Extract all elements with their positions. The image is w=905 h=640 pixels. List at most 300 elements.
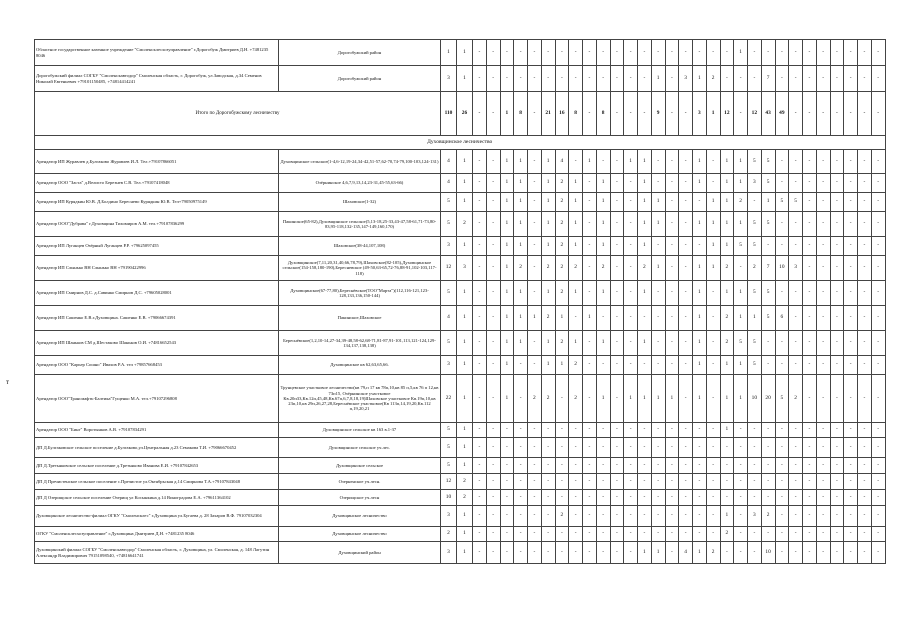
value-cell: -: [830, 66, 844, 92]
value-cell: 2: [555, 237, 569, 256]
value-cell: -: [596, 527, 610, 542]
value-cell: -: [610, 193, 624, 212]
value-cell: -: [528, 542, 542, 564]
value-cell: 5: [761, 150, 775, 174]
value-cell: -: [555, 527, 569, 542]
value-cell: -: [665, 542, 679, 564]
value-cell: -: [651, 40, 665, 66]
value-cell: 1: [569, 212, 583, 237]
value-cell: 2: [514, 256, 528, 281]
value-cell: 1: [514, 331, 528, 356]
value-cell: -: [844, 306, 858, 331]
value-cell: 1: [457, 40, 473, 66]
value-cell: -: [761, 438, 775, 458]
value-cell: 6: [775, 306, 789, 331]
value-cell: -: [624, 174, 638, 193]
value-cell: -: [830, 506, 844, 527]
value-cell: -: [844, 458, 858, 474]
section-title: Духовщинское лесничество: [35, 136, 886, 150]
value-cell: -: [830, 356, 844, 375]
value-cell: 2: [569, 256, 583, 281]
value-cell: 1: [528, 306, 542, 331]
value-cell: -: [830, 423, 844, 438]
value-cell: 1: [514, 150, 528, 174]
value-cell: -: [569, 40, 583, 66]
value-cell: 5: [734, 331, 748, 356]
value-cell: -: [816, 306, 830, 331]
value-cell: -: [748, 527, 762, 542]
value-cell: 2: [555, 193, 569, 212]
value-cell: -: [803, 331, 817, 356]
value-cell: -: [693, 506, 707, 527]
organization-cell: ДП Д Пречистенское сельское поселение с.Пречистое ул.Октябрьская д.14 Смирнова Т.А.+79107843048: [35, 474, 279, 490]
territory-cell: Духовщинское(67-77,80),Береснёвское(ТОО"Марта")(112,116-121,123-128,133,136,150-144): [279, 281, 441, 306]
total-cell: 8: [514, 92, 528, 136]
value-cell: -: [679, 237, 693, 256]
value-cell: 1: [734, 174, 748, 193]
value-cell: 1: [457, 527, 473, 542]
value-cell: -: [775, 281, 789, 306]
value-cell: -: [858, 490, 872, 506]
value-cell: 1: [500, 281, 514, 306]
value-cell: 2: [596, 256, 610, 281]
value-cell: 2: [720, 527, 734, 542]
value-cell: 1: [693, 281, 707, 306]
value-cell: -: [486, 474, 500, 490]
value-cell: -: [816, 542, 830, 564]
value-cell: -: [555, 490, 569, 506]
value-cell: -: [789, 150, 803, 174]
value-cell: 1: [693, 66, 707, 92]
value-cell: -: [761, 331, 775, 356]
value-cell: -: [610, 331, 624, 356]
value-cell: -: [679, 438, 693, 458]
value-cell: 1: [555, 306, 569, 331]
organization-cell: Арендатор ООО"Трансмафть-Балтика"Гущенко М.А. тел.+79107296808: [35, 375, 279, 423]
value-cell: -: [638, 438, 652, 458]
value-cell: -: [706, 331, 720, 356]
value-cell: 1: [596, 331, 610, 356]
value-cell: -: [528, 438, 542, 458]
value-cell: -: [803, 212, 817, 237]
value-cell: -: [748, 490, 762, 506]
value-cell: -: [665, 490, 679, 506]
value-cell: -: [610, 458, 624, 474]
value-cell: -: [651, 150, 665, 174]
total-cell: -: [486, 92, 500, 136]
value-cell: -: [528, 458, 542, 474]
value-cell: -: [816, 150, 830, 174]
value-cell: -: [583, 458, 597, 474]
value-cell: -: [541, 423, 555, 438]
value-cell: 1: [665, 375, 679, 423]
value-cell: 1: [706, 237, 720, 256]
organization-cell: Духовщинское лесничество-филиал ОГКУ "Смоленсклес" г.Духовщина ул.Бугаева д. 28 Захаров В.Ф. 79107032304: [35, 506, 279, 527]
value-cell: -: [858, 527, 872, 542]
value-cell: 1: [748, 306, 762, 331]
value-cell: 1: [514, 193, 528, 212]
organization-cell: ДП Д.Третьяковское сельское поселение д.Третьяково Иванова Е.И. +79107842653: [35, 458, 279, 474]
value-cell: -: [748, 474, 762, 490]
value-cell: -: [844, 40, 858, 66]
value-cell: -: [858, 66, 872, 92]
value-cell: 5: [748, 212, 762, 237]
value-cell: -: [803, 237, 817, 256]
value-cell: -: [473, 490, 487, 506]
value-cell: -: [816, 237, 830, 256]
value-cell: -: [486, 490, 500, 506]
value-cell: -: [816, 527, 830, 542]
total-cell: 12: [748, 92, 762, 136]
value-cell: -: [775, 438, 789, 458]
value-cell: -: [528, 40, 542, 66]
value-cell: -: [775, 150, 789, 174]
value-cell: -: [871, 423, 885, 438]
territory-cell: Духовщинское сельское(1-4,6-12,19-24,34-42,51-57,62-70,74-79,100-103,124-131): [279, 150, 441, 174]
value-cell: -: [679, 375, 693, 423]
table-row: [35, 542, 886, 564]
value-cell: -: [789, 474, 803, 490]
value-cell: -: [541, 542, 555, 564]
value-cell: -: [871, 306, 885, 331]
value-cell: 2: [569, 356, 583, 375]
organization-cell: Областное государственное казенное учреждение "Смоленсклесхозуправление" г.Дорогобуж Дмитриев Д.Н. +7481235 8046: [35, 40, 279, 66]
value-cell: -: [555, 40, 569, 66]
value-cell: 4: [441, 306, 457, 331]
value-cell: 5: [775, 193, 789, 212]
value-cell: 5: [761, 281, 775, 306]
value-cell: 5: [748, 331, 762, 356]
value-cell: 1: [693, 542, 707, 564]
value-cell: 1: [596, 281, 610, 306]
table-row: [35, 474, 886, 490]
value-cell: -: [624, 66, 638, 92]
value-cell: 1: [541, 150, 555, 174]
value-cell: -: [844, 356, 858, 375]
value-cell: 1: [693, 256, 707, 281]
value-cell: -: [665, 212, 679, 237]
value-cell: -: [775, 212, 789, 237]
value-cell: -: [638, 423, 652, 438]
territory-cell: Пакинское(65-82),Духовщинское сельское(5,13-18,25-33,43-47,58-61,71-73,80-83,95-118,132-135,147-149,160,170): [279, 212, 441, 237]
value-cell: -: [500, 66, 514, 92]
value-cell: 7: [761, 66, 775, 92]
value-cell: -: [706, 281, 720, 306]
territory-cell: Духовщинское сельское уч.лес.: [279, 438, 441, 458]
value-cell: -: [679, 193, 693, 212]
value-cell: -: [583, 66, 597, 92]
total-cell: -: [871, 92, 885, 136]
value-cell: -: [775, 40, 789, 66]
value-cell: -: [816, 438, 830, 458]
value-cell: 1: [720, 423, 734, 438]
value-cell: -: [473, 438, 487, 458]
value-cell: -: [693, 458, 707, 474]
total-cell: 1: [706, 92, 720, 136]
value-cell: -: [679, 506, 693, 527]
value-cell: -: [871, 458, 885, 474]
value-cell: 5: [748, 356, 762, 375]
value-cell: -: [706, 527, 720, 542]
value-cell: -: [583, 438, 597, 458]
value-cell: -: [871, 40, 885, 66]
value-cell: -: [665, 281, 679, 306]
value-cell: 1: [596, 174, 610, 193]
value-cell: -: [596, 542, 610, 564]
value-cell: -: [486, 542, 500, 564]
value-cell: -: [651, 174, 665, 193]
value-cell: -: [679, 331, 693, 356]
value-cell: -: [871, 212, 885, 237]
total-cell: -: [830, 92, 844, 136]
value-cell: 5: [748, 150, 762, 174]
value-cell: -: [514, 474, 528, 490]
table-row: [35, 458, 886, 474]
value-cell: 1: [457, 281, 473, 306]
value-cell: -: [679, 306, 693, 331]
value-cell: -: [473, 174, 487, 193]
value-cell: 3: [441, 356, 457, 375]
value-cell: -: [583, 281, 597, 306]
total-cell: -: [583, 92, 597, 136]
value-cell: -: [803, 490, 817, 506]
value-cell: -: [789, 542, 803, 564]
value-cell: -: [748, 438, 762, 458]
value-cell: -: [830, 474, 844, 490]
value-cell: -: [871, 375, 885, 423]
value-cell: -: [775, 474, 789, 490]
organization-cell: ДП Д.Булгаковское сельское поселение д.Булгаково,ул.Центральная д.23 Семакова Т.И. +79066670452: [35, 438, 279, 458]
table-row: [35, 423, 886, 438]
value-cell: -: [624, 331, 638, 356]
value-cell: -: [789, 212, 803, 237]
value-cell: 5: [748, 237, 762, 256]
value-cell: -: [679, 458, 693, 474]
value-cell: 1: [457, 237, 473, 256]
value-cell: -: [789, 438, 803, 458]
value-cell: -: [775, 458, 789, 474]
value-cell: -: [610, 306, 624, 331]
value-cell: -: [665, 150, 679, 174]
value-cell: 1: [638, 281, 652, 306]
value-cell: -: [858, 281, 872, 306]
value-cell: -: [638, 490, 652, 506]
organization-cell: Арендатор ООО "Карьер Сошно" Ивахов Р.А. тел +79857668453: [35, 356, 279, 375]
value-cell: -: [734, 474, 748, 490]
value-cell: -: [830, 281, 844, 306]
organization-cell: Арендатор ИП Луганцев Озёрный Луганцев Р.Р. +79625097455: [35, 237, 279, 256]
value-cell: -: [624, 306, 638, 331]
value-cell: -: [638, 66, 652, 92]
value-cell: -: [871, 490, 885, 506]
value-cell: -: [541, 458, 555, 474]
value-cell: -: [706, 458, 720, 474]
value-cell: 2: [569, 375, 583, 423]
value-cell: 1: [500, 212, 514, 237]
value-cell: -: [473, 193, 487, 212]
value-cell: 12: [441, 256, 457, 281]
value-cell: -: [583, 423, 597, 438]
value-cell: -: [858, 331, 872, 356]
value-cell: -: [775, 331, 789, 356]
value-cell: -: [651, 527, 665, 542]
value-cell: 2: [441, 527, 457, 542]
value-cell: 1: [651, 212, 665, 237]
value-cell: -: [871, 542, 885, 564]
value-cell: -: [803, 474, 817, 490]
value-cell: -: [624, 438, 638, 458]
value-cell: -: [720, 40, 734, 66]
value-cell: -: [679, 40, 693, 66]
value-cell: -: [720, 542, 734, 564]
value-cell: -: [693, 423, 707, 438]
value-cell: -: [816, 458, 830, 474]
value-cell: -: [679, 490, 693, 506]
value-cell: 1: [693, 150, 707, 174]
value-cell: -: [665, 527, 679, 542]
organization-cell: Духовщинский филиал СОГБУ "Смоленскавтодор" Смоленская область, г. Духовщина, ул. Смоленская, д. 148 Лагутин Александр Владимирович 79151098540, +74816641741: [35, 542, 279, 564]
value-cell: -: [816, 174, 830, 193]
value-cell: -: [610, 256, 624, 281]
value-cell: -: [844, 506, 858, 527]
value-cell: -: [610, 66, 624, 92]
value-cell: -: [528, 174, 542, 193]
value-cell: -: [693, 474, 707, 490]
value-cell: 5: [441, 281, 457, 306]
value-cell: -: [500, 423, 514, 438]
table-row: [35, 356, 886, 375]
table-row: [35, 174, 886, 193]
territory-cell: Дорогобужский район: [279, 40, 441, 66]
value-cell: -: [500, 438, 514, 458]
value-cell: -: [514, 438, 528, 458]
value-cell: -: [803, 356, 817, 375]
value-cell: -: [624, 356, 638, 375]
value-cell: -: [583, 174, 597, 193]
value-cell: 1: [541, 212, 555, 237]
value-cell: -: [858, 174, 872, 193]
value-cell: -: [638, 306, 652, 331]
value-cell: -: [871, 281, 885, 306]
value-cell: -: [569, 306, 583, 331]
value-cell: -: [514, 356, 528, 375]
value-cell: -: [761, 527, 775, 542]
table-row: [35, 506, 886, 527]
total-cell: 1: [500, 92, 514, 136]
value-cell: -: [651, 506, 665, 527]
total-cell: -: [624, 92, 638, 136]
value-cell: 1: [514, 174, 528, 193]
value-cell: -: [651, 474, 665, 490]
value-cell: -: [816, 490, 830, 506]
value-cell: -: [761, 237, 775, 256]
value-cell: -: [473, 281, 487, 306]
value-cell: 1: [720, 150, 734, 174]
value-cell: 1: [638, 174, 652, 193]
value-cell: -: [610, 542, 624, 564]
value-cell: -: [528, 150, 542, 174]
value-cell: -: [844, 438, 858, 458]
organization-cell: Арендатор ИП Журавлев д.Булгаково Журавлев И.Л. Тел.+79107866051: [35, 150, 279, 174]
total-cell: 16: [555, 92, 569, 136]
value-cell: 1: [441, 40, 457, 66]
value-cell: -: [871, 150, 885, 174]
value-cell: 5: [441, 423, 457, 438]
value-cell: 1: [693, 212, 707, 237]
territory-cell: Трунцевское участковое лесничество(кв 79,п 17 кв 78п,10,кв 85 п,5,кв 76 п 12,кв 73п15, Озёрнинское участковое Кв.20п33,Кв.12п,45,48,Кв.67п,6,7,8,18,19)Шаховское участковое Кв.19п,10,кв 23п,10,кв 29п,26,27,28,Береснёвское участковое(Кв 113п,14,19,20,Кв.112 п,19,20,21: [279, 375, 441, 423]
value-cell: 1: [457, 458, 473, 474]
territory-cell: Духовщинское кв 62,63,65,66.: [279, 356, 441, 375]
table-row: [35, 256, 886, 281]
value-cell: -: [830, 237, 844, 256]
value-cell: -: [734, 423, 748, 438]
value-cell: 1: [500, 306, 514, 331]
value-cell: 2: [457, 212, 473, 237]
value-cell: 3: [441, 506, 457, 527]
value-cell: 1: [734, 375, 748, 423]
value-cell: -: [583, 256, 597, 281]
value-cell: 1: [569, 237, 583, 256]
value-cell: -: [830, 331, 844, 356]
value-cell: 3: [748, 506, 762, 527]
value-cell: -: [803, 40, 817, 66]
value-cell: 2: [541, 256, 555, 281]
value-cell: -: [624, 256, 638, 281]
value-cell: -: [473, 474, 487, 490]
total-cell: 110: [441, 92, 457, 136]
value-cell: 3: [441, 237, 457, 256]
value-cell: -: [651, 331, 665, 356]
value-cell: 1: [457, 506, 473, 527]
value-cell: -: [871, 256, 885, 281]
value-cell: 5: [441, 438, 457, 458]
value-cell: 5: [441, 193, 457, 212]
value-cell: -: [583, 212, 597, 237]
value-cell: -: [541, 40, 555, 66]
value-cell: -: [803, 527, 817, 542]
total-cell: 8: [569, 92, 583, 136]
value-cell: -: [830, 193, 844, 212]
value-cell: -: [706, 356, 720, 375]
value-cell: -: [679, 423, 693, 438]
territory-cell: Духовщинский район: [279, 542, 441, 564]
value-cell: -: [830, 490, 844, 506]
value-cell: -: [693, 527, 707, 542]
value-cell: -: [596, 438, 610, 458]
table-row: [35, 66, 886, 92]
value-cell: 2: [706, 542, 720, 564]
value-cell: -: [596, 40, 610, 66]
value-cell: -: [761, 474, 775, 490]
value-cell: -: [610, 237, 624, 256]
organization-cell: Арендатор ИП Курядкин Ю.В. Д.Болдино Береснево Курядкин Ю.В. Тел+79050975149: [35, 193, 279, 212]
value-cell: -: [858, 375, 872, 423]
value-cell: -: [528, 423, 542, 438]
margin-mark: т: [6, 378, 10, 386]
value-cell: -: [679, 474, 693, 490]
value-cell: -: [596, 356, 610, 375]
table-row: [35, 438, 886, 458]
value-cell: 1: [541, 281, 555, 306]
value-cell: 10: [761, 542, 775, 564]
value-cell: -: [651, 237, 665, 256]
organization-cell: ОГКУ "Смоленсклесхозуправление" г.Духовщина Дмитриев Д.Н. +7481235 8046: [35, 527, 279, 542]
value-cell: -: [569, 527, 583, 542]
value-cell: 1: [457, 193, 473, 212]
value-cell: -: [775, 174, 789, 193]
value-cell: -: [486, 506, 500, 527]
value-cell: -: [789, 174, 803, 193]
